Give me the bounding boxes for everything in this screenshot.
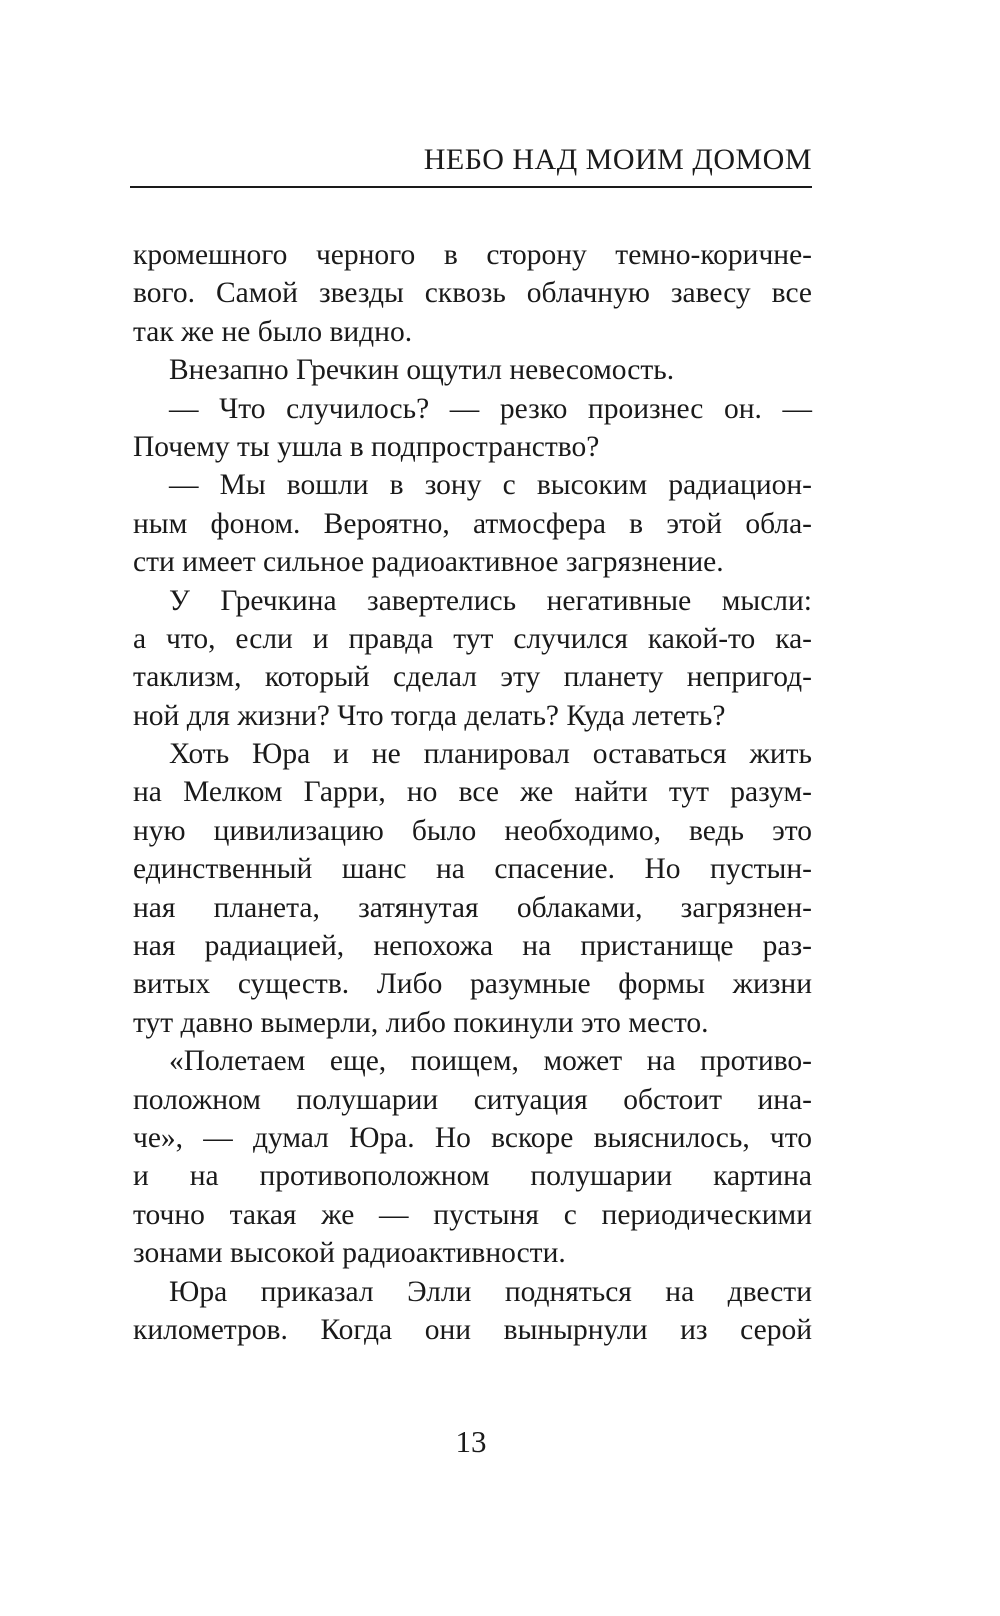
text-line: У Гречкина завертелись негативные мысли: (169, 584, 812, 617)
text-line: Почему ты ушла в подпространство? (133, 430, 600, 463)
text-line: километров. Когда они вынырнули из серой (133, 1313, 812, 1346)
page-number: 13 (455, 1424, 487, 1459)
text-line: вого. Самой звезды сквозь облачную завесу все (133, 277, 812, 310)
text-line: точно такая же — пустыня с периодическими (133, 1198, 812, 1231)
header-rule (130, 186, 812, 188)
text-line: ная радиацией, непохожа на пристанище раз- (133, 930, 812, 963)
text-line: Хоть Юра и не планировал оставаться жить (169, 738, 812, 771)
text-line: на Мелком Гарри, но все же найти тут разум- (133, 776, 812, 809)
text-line: а что, если и правда тут случился какой-то ка- (133, 622, 812, 655)
text-line: «Полетаем еще, поищем, может на противо- (169, 1045, 812, 1078)
text-line: кромешного черного в сторону темно-коричне- (133, 239, 812, 271)
text-line: зонами высокой радиоактивности. (133, 1237, 566, 1270)
text-line: таклизм, который сделал эту планету непригод- (133, 661, 812, 694)
running-head-title: НЕБО НАД МОИМ ДОМОМ (423, 143, 812, 176)
text-line: — Что случилось? — резко произнес он. — (169, 392, 812, 425)
body-text (133, 236, 812, 1349)
text-line: тут давно вымерли, либо покинули это место. (133, 1006, 709, 1039)
text-line: Внезапно Гречкин ощутил невесомость. (169, 354, 675, 387)
text-line: че», — думал Юра. Но вскоре выяснилось, что (133, 1121, 812, 1154)
text-line: ным фоном. Вероятно, атмосфера в этой обла- (133, 507, 812, 540)
text-line: положном полушарии ситуация обстоит ина- (133, 1083, 812, 1116)
text-line: — Мы вошли в зону с высоким радиацион- (169, 469, 812, 502)
text-line: ной для жизни? Что тогда делать? Куда лететь? (133, 699, 726, 732)
text-line: ную цивилизацию было необходимо, ведь это (133, 814, 812, 847)
text-line: единственный шанс на спасение. Но пустын- (133, 853, 812, 886)
text-line: так же не было видно. (133, 315, 413, 348)
text-line: и на противоположном полушарии картина (133, 1160, 812, 1193)
text-line: ная планета, затянутая облаками, загрязнен- (133, 891, 812, 924)
text-line: Юра приказал Элли подняться на двести (169, 1275, 812, 1308)
text-line: витых существ. Либо разумные формы жизни (133, 968, 812, 1001)
text-line: сти имеет сильное радиоактивное загрязнение. (133, 546, 724, 579)
